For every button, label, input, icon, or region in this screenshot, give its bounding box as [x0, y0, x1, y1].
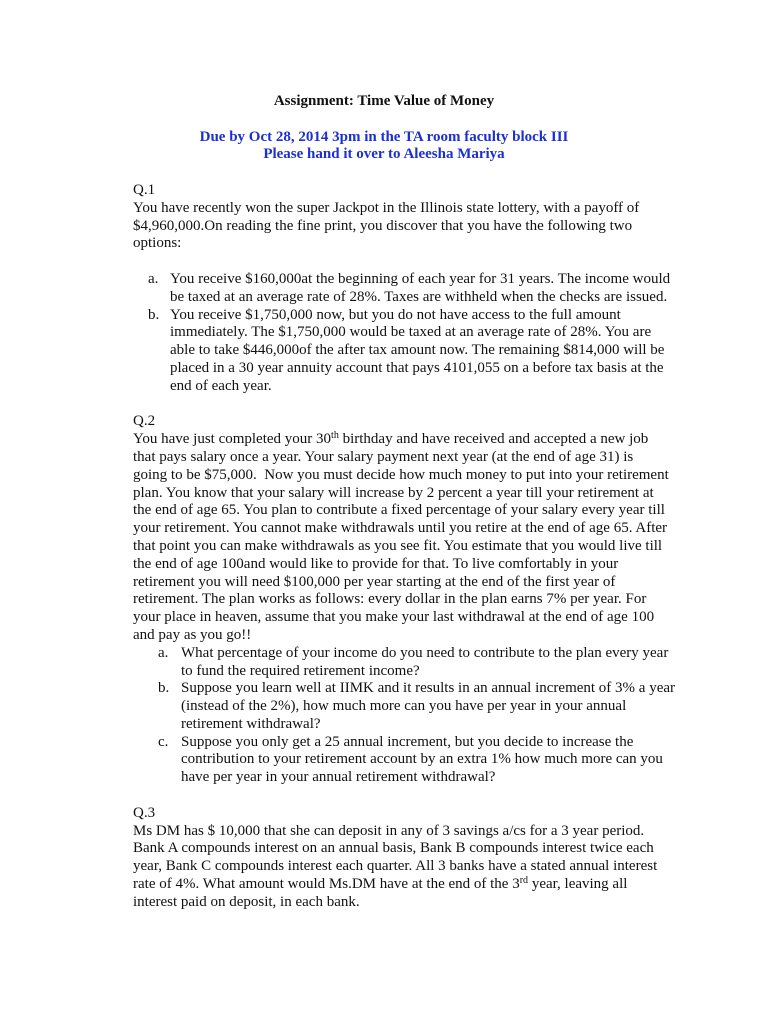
question-label: Q.2	[133, 413, 156, 430]
question-text-line: options:	[133, 235, 182, 252]
question-text-line: $4,960,000.On reading the fine print, you discover that you have the following two	[133, 217, 633, 234]
list-marker: b.	[148, 306, 160, 323]
option-text-line: be taxed at an average rate of 28%. Taxes are withheld when the checks are issued.	[170, 288, 668, 305]
question-text-line: and pay as you go!!	[133, 626, 252, 643]
list-marker: b.	[158, 680, 170, 697]
question-label: Q.3	[133, 804, 156, 821]
list-marker: a.	[148, 270, 159, 287]
sub-question-a	[0, 645, 768, 681]
option-text-line: You receive $160,000at the beginning of each year for 31 years. The income would	[170, 270, 671, 287]
document-content	[0, 93, 768, 912]
sub-question-text-line: contribution to your retirement account by an extra 1% how much more can you	[181, 751, 663, 768]
text-fragment: year, leaving all	[528, 876, 628, 893]
sub-question-c	[0, 734, 768, 787]
text-fragment: rate of 4%. What amount would Ms.DM have at the end of the 3	[133, 876, 520, 893]
list-marker: a.	[158, 644, 169, 661]
text-fragment: You have just completed your 30	[133, 431, 332, 448]
question-text-line: retirement. The plan works as follows: every dollar in the plan earns 7% per year. For	[133, 591, 647, 608]
blank-line	[0, 111, 768, 129]
option-text-line: You receive $1,750,000 now, but you do not have access to the full amount	[170, 306, 621, 323]
sub-question-text-line: Suppose you only get a 25 annual increment, but you decide to increase the	[181, 733, 634, 750]
sub-question-text-line: retirement withdrawal?	[181, 715, 321, 732]
question-text-line: plan. You know that your salary will increase by 2 percent a year till your retirement at	[133, 484, 654, 501]
question-text-line: interest paid on deposit, in each bank.	[133, 893, 360, 910]
question-text-line: Bank A compounds interest on an annual basis, Bank B compounds interest twice each	[133, 840, 654, 857]
question-label: Q.1	[133, 181, 156, 198]
hand-in-line: Please hand it over to Aleesha Mariya	[263, 146, 505, 163]
question-text-line: the end of age 65. You plan to contribute a fixed percentage of your salary every year till	[133, 502, 665, 519]
ordinal-superscript: rd	[519, 875, 529, 887]
option-text-line: end of each year.	[170, 377, 272, 394]
option-text-line: able to take $446,000of the after tax amount now. The remaining $814,000 will be	[170, 342, 665, 359]
due-date-line: Due by Oct 28, 2014 3pm in the TA room faculty block III	[199, 128, 569, 145]
option-a	[0, 271, 768, 307]
question-2	[0, 413, 768, 787]
sub-question-b	[0, 680, 768, 733]
sub-question-text-line: What percentage of your income do you need to contribute to the plan every year	[181, 644, 669, 661]
blank-line	[0, 787, 768, 805]
question-text-line: your place in heaven, assume that you make your last withdrawal at the end of age 100	[133, 609, 655, 626]
text-fragment: birthday and have received and accepted a new job	[338, 431, 649, 448]
option-text-line: placed in a 30 year annuity account that pays 4101,055 on a before tax basis at the	[170, 359, 664, 376]
question-1	[0, 182, 768, 396]
question-text-line: your retirement. You cannot make withdrawals until you retire at the end of age 65. After	[133, 520, 668, 537]
blank-line	[0, 253, 768, 271]
list-marker: c.	[158, 733, 169, 750]
option-text-line: immediately. The $1,750,000 would be taxed at an average rate of 28%. You are	[170, 324, 652, 341]
question-text-line: You have recently won the super Jackpot in the Illinois state lottery, with a payoff of	[133, 199, 640, 216]
sub-question-text-line: to fund the required retirement income?	[181, 662, 420, 679]
question-text-line: Ms DM has $ 10,000 that she can deposit in any of 3 savings a/cs for a 3 year period.	[133, 822, 645, 839]
question-text-line: the end of age 100and would like to provide for that. To live comfortably in your	[133, 555, 619, 572]
sub-question-text-line: (instead of the 2%), how much more can you have per year in your annual	[181, 698, 627, 715]
option-b	[0, 307, 768, 396]
blank-line	[0, 396, 768, 414]
question-3	[0, 805, 768, 912]
document-title: Assignment: Time Value of Money	[273, 93, 495, 109]
question-text-line: that pays salary once a year. Your salary payment next year (at the end of age 31) is	[133, 448, 634, 465]
sub-question-text-line: Suppose you learn well at IIMK and it results in an annual increment of 3% a year	[181, 680, 676, 697]
blank-line	[0, 164, 768, 182]
question-text-line: retirement you will need $100,000 per year starting at the end of the first year of	[133, 573, 616, 590]
question-text-line	[0, 431, 768, 449]
question-text-line	[0, 876, 768, 894]
sub-question-text-line: have per year in your annual retirement withdrawal?	[181, 769, 496, 786]
question-text-line: that point you can make withdrawals as you see fit. You estimate that you would live till	[133, 537, 663, 554]
question-text-line: going to be $75,000. Now you must decide how much money to put into your retirement	[133, 466, 669, 483]
question-text-line: year, Bank C compounds interest each quarter. All 3 banks have a stated annual interest	[133, 858, 658, 875]
ordinal-superscript: th	[331, 430, 339, 442]
